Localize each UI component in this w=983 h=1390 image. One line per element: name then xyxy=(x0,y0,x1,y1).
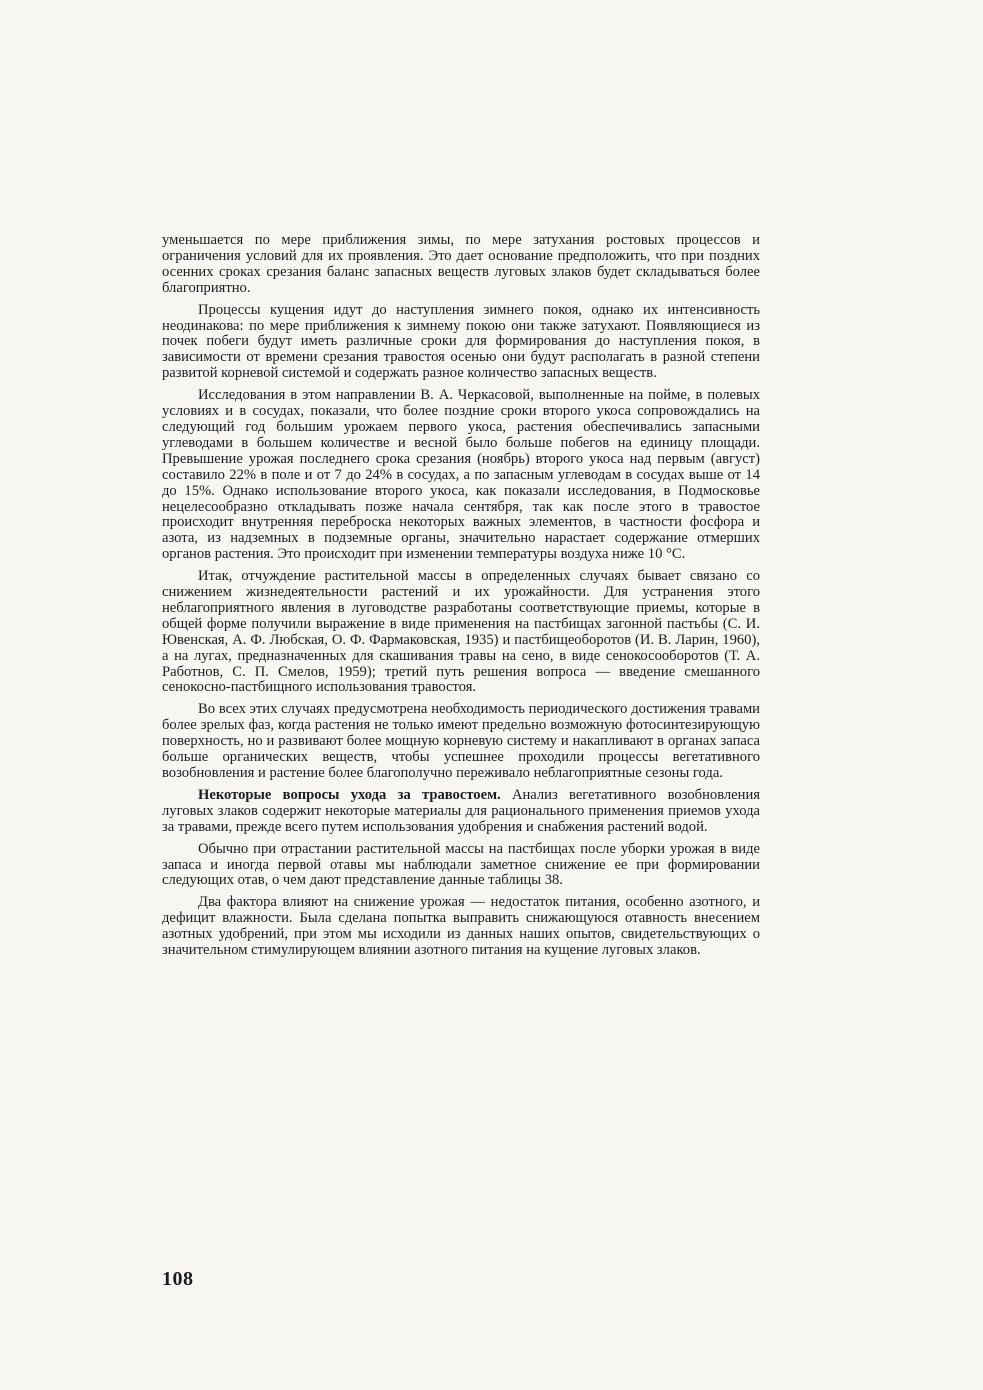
section-body-care: Анализ вегетативного возобновления луговых злаков содержит некоторые материалы для рационального применения приемов ухода за травами, прежде всего путем использования удобрения и снабжения растений водой. xyxy=(162,786,760,835)
paragraph-continuation: уменьшается по мере приближения зимы, по мере затухания ростовых процессов и ограничения условий для их проявления. Это дает основание предположить, что при поздних осенних сроках срезания баланс запасных веществ луговых злаков будет складываться более благоприятно. xyxy=(162,232,760,296)
paragraph-regrowth: Обычно при отрастании растительной массы на пастбищах после уборки урожая в виде запаса и иногда первой отавы мы наблюдали заметное снижение ее при формировании следующих отав, о чем дают представление данные таблицы 38. xyxy=(162,840,760,889)
paragraph-alienation: Итак, отчуждение растительной массы в определенных случаях бывает связано со снижением жизнедеятельности растений и их урожайности. Для устранения этого неблагоприятного явления в луговодстве разработаны соответствующие приемы, которые в общей форме получили выражение в виде применения на пастбищах загонной пастьбы (С. И. Ювенская, А. Ф. Любская, О. Ф. Фармаковская, 1935) и пастбищеоборотов (И. В. Ларин, 1960), а на лугах, предназначенных для скашивания травы на сено, в виде сенокосооборотов (Т. А. Работнов, С. П. Смелов, 1959); третий путь решения вопроса — введение смешанного сенокосно-пастбищного использования травостоя. xyxy=(162,568,760,696)
paragraph-mature-phases: Во всех этих случаях предусмотрена необходимость периодического достижения травами более зрелых фаз, когда растения не только имеют предельно возможную фотосинтезирующую поверхность, но и развивают более мощную корневую систему и накапливают в органах запаса больше органических веществ, чтобы успешнее проходили процессы вегетативного возобновления и растение более благополучно переживало неблагоприятные сезоны года. xyxy=(162,701,760,781)
section-heading-care: Некоторые вопросы ухода за травостоем. xyxy=(198,786,501,803)
paragraph-tillering: Процессы кущения идут до наступления зимнего покоя, однако их интенсивность неодинакова: по мере приближения к зимнему покою они также затухают. Появляющиеся из почек побеги будут иметь различные сроки для формирования до наступления покоя, в зависимости от времени срезания травостоя осенью они будут располагать в разной степени развитой корневой системой и содержать разное количество запасных веществ. xyxy=(162,301,760,382)
paragraph-cherkasova-research: Исследования в этом направлении В. А. Черкасовой, выполненные на пойме, в полевых условиях и в сосудах, показали, что более поздние сроки второго укоса сопровождались на следующий год большим урожаем первого укоса, растения обеспечивались запасными углеводами в большем количестве и весной было больше побегов на единицу площади. Превышение урожая последнего срока срезания (ноябрь) второго укоса над первым (август) составило 22% в поле и от 7 до 24% в сосудах, а по запасным углеводам в сосудах выше от 14 до 15%. Однако использование второго укоса, как показали исследования, в Подмосковье нецелесообразно откладывать позже начала сентября, так как после этого в травостое происходит внутренняя переброска некоторых важных элементов, в частности фосфора и азота, из надземных в подземные органы, значительно нарастает содержание отмерших органов растения. Это происходит при изменении температуры воздуха ниже 10 °С. xyxy=(162,387,760,563)
paragraph-care-questions xyxy=(162,788,760,836)
page-number: 108 xyxy=(162,1268,194,1290)
paragraph-two-factors: Два фактора влияют на снижение урожая — недостаток питания, особенно азотного, и дефицит влажности. Была сделана попытка выправить снижающуюся отавность внесением азотных удобрений, при этом мы исходили из данных наших опытов, свидетельствующих о значительном стимулирующем влиянии азотного питания на кущение луговых злаков. xyxy=(162,894,760,959)
page-body xyxy=(162,233,760,965)
